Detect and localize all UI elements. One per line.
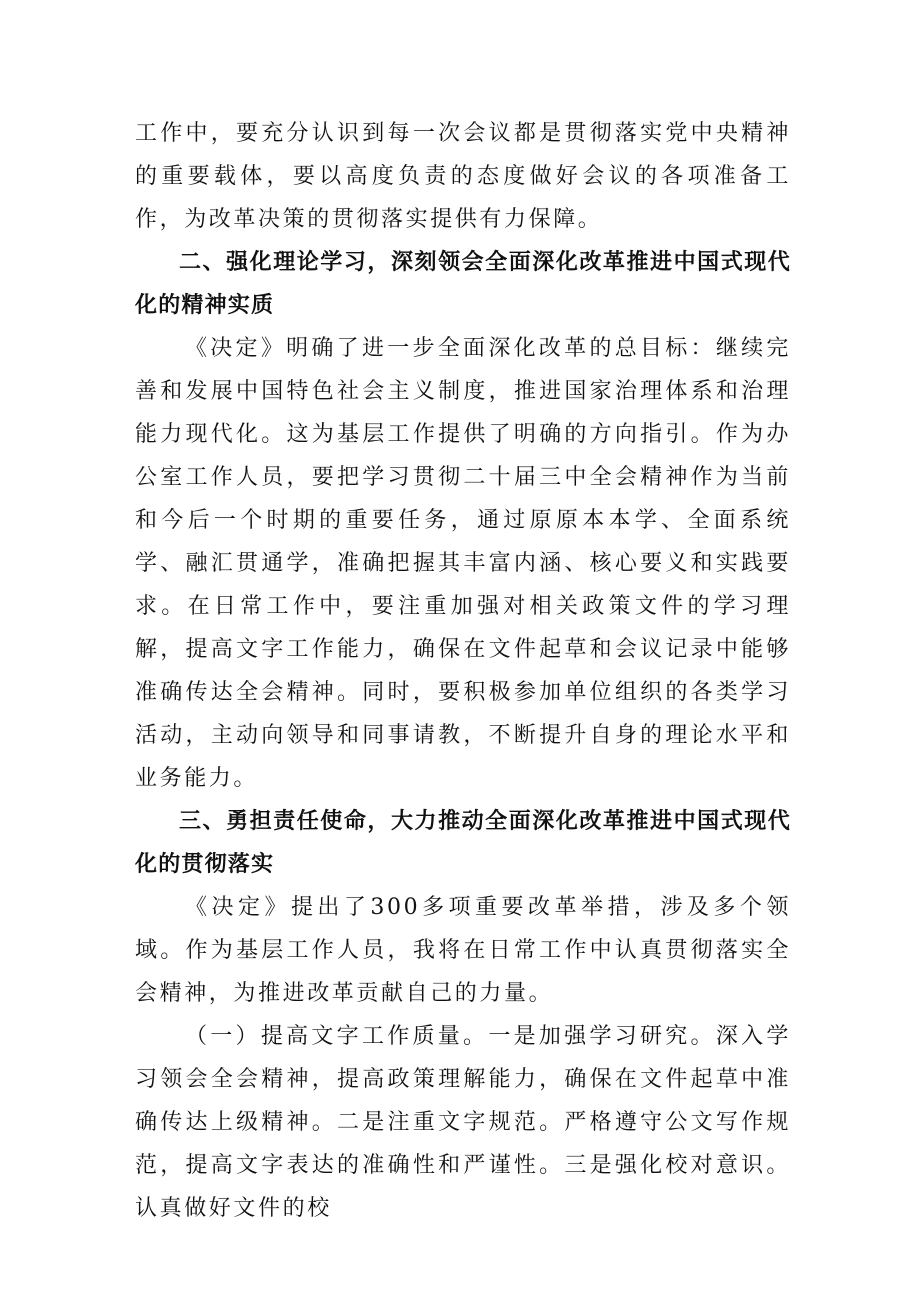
paragraph-reform-measures: 《决定》提出了300多项重要改革举措，涉及多个领域。作为基层工作人员，我将在日常工作中认真贯彻落实全会精神，为推进改革贡献自己的力量。 xyxy=(135,895,791,1006)
section-heading-3: 三、勇担责任使命，大力推动全面深化改革推进中国式现代化的贯彻落实 xyxy=(135,809,791,877)
paragraph-writing-quality: （一）提高文字工作质量。一是加强学习研究。深入学习领会全会精神，提高政策理解能力，确保在文件起草中准确传达上级精神。二是注重文字规范。严格遵守公文写作规范，提高文字表达的准确性和严谨性。三是强化校对意识。认真做好文件的校 xyxy=(135,1024,791,1221)
paragraph-continuation: 工作中，要充分认识到每一次会议都是贯彻落实党中央精神的重要载体，要以高度负责的态度做好会议的各项准备工作，为改革决策的贯彻落实提供有力保障。 xyxy=(135,121,791,232)
section-heading-2: 二、强化理论学习，深刻领会全面深化改革推进中国式现代化的精神实质 xyxy=(135,250,791,318)
document-body xyxy=(135,112,791,1230)
paragraph-decision-goal: 《决定》明确了进一步全面深化改革的总目标：继续完善和发展中国特色社会主义制度，推进国家治理体系和治理能力现代化。这为基层工作提供了明确的方向指引。作为办公室工作人员，要把学习贯彻二十届三中全会精神作为当前和今后一个时期的重要任务，通过原原本本学、全面系统学、融汇贯通学，准确把握其丰富内涵、核心要义和实践要求。在日常工作中，要注重加强对相关政策文件的学习理解，提高文字工作能力，确保在文件起草和会议记录中能够准确传达全会精神。同时，要积极参加单位组织的各类学习活动，主动向领导和同事请教，不断提升自身的理论水平和业务能力。 xyxy=(135,336,791,791)
